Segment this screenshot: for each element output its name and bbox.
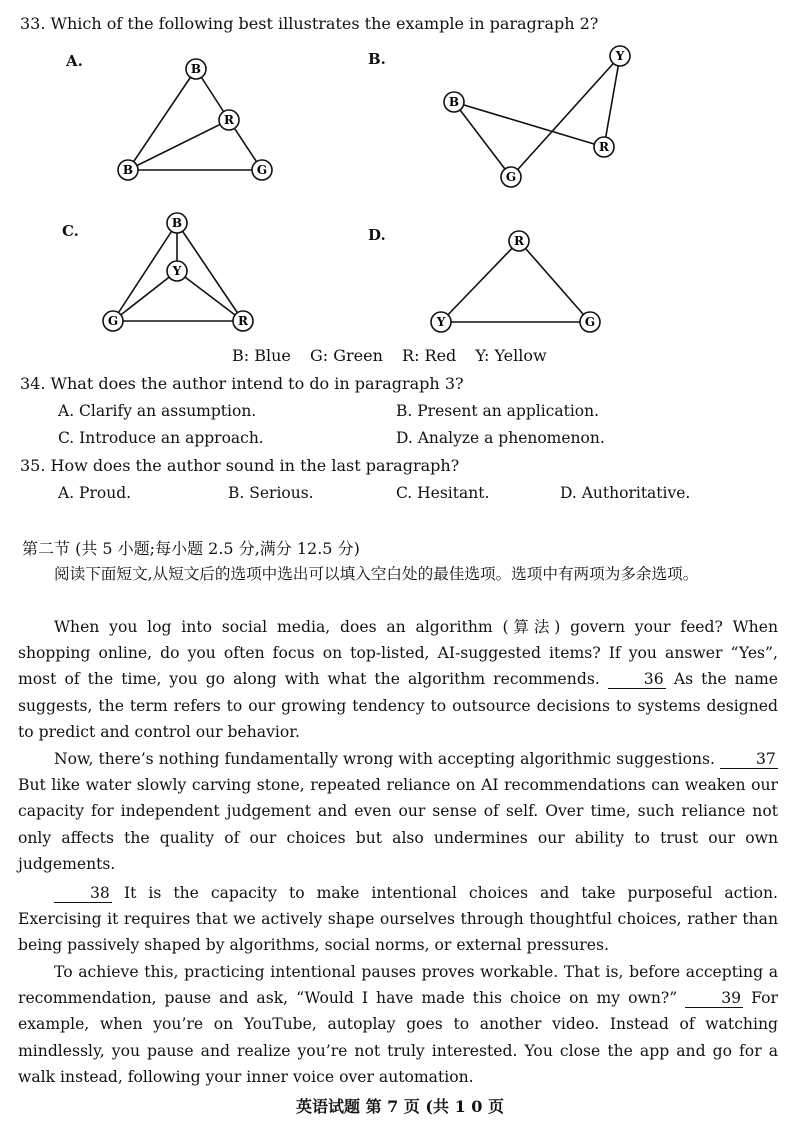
q35-option-d: D. Authoritative. <box>560 484 691 502</box>
svg-text:G: G <box>505 170 517 184</box>
passage-paragraph-4: To achieve this, practicing intentional pauses proves workable. That is, before accepting a recommendation, pause and ask, “Would I have made this choice on my own?” 39 For example, when you’re on YouTube, autoplay goes to another video. Instead of watching mindlessly, you pause and realize you’re not truly interested. You close the app and go for a walk instead, following your inner voice over automation. <box>18 963 778 1086</box>
section-2-instruction: 阅读下面短文,从短文后的选项中选出可以填入空白处的最佳选项。选项中有两项为多余选项。 <box>54 565 699 583</box>
svg-text:G: G <box>256 163 268 177</box>
svg-text:Y: Y <box>615 49 625 63</box>
question-34-stem: 34. What does the author intend to do in paragraph 3? <box>20 374 464 393</box>
page-footer: 英语试题 第 7 页 (共 1 0 页 <box>296 1097 504 1116</box>
node-d2 <box>431 312 451 332</box>
q34-option-a: A. Clarify an assumption. <box>58 402 257 420</box>
svg-text:Y: Y <box>172 264 182 278</box>
q34-option-b: B. Present an application. <box>396 402 600 420</box>
svg-text:G: G <box>584 315 596 329</box>
blank-38: 38 <box>54 884 112 903</box>
legend-green: G: Green <box>309 346 383 365</box>
node-d1 <box>509 231 529 251</box>
section-2-title: 第二节 (共 5 小题;每小题 2.5 分,满分 12.5 分) <box>22 539 360 558</box>
blank-36: 36 <box>608 670 666 689</box>
svg-text:B: B <box>448 95 460 109</box>
legend-yellow: Y: Yellow <box>475 346 547 365</box>
passage-paragraph-2: Now, there’s nothing fundamentally wrong with accepting algorithmic suggestions. 37 But like water slowly carving stone, repeated reliance on AI recommendations can weaken our capacity for independent judgement and even our sense of self. Over time, such reliance not only affects the quality of our choices but also undermines our ability to trust our own judgements. <box>18 750 778 873</box>
option-d-label: D. <box>368 226 386 244</box>
option-a-label: A. <box>66 52 83 70</box>
node-d3 <box>580 312 600 332</box>
svg-text:B: B <box>122 163 134 177</box>
option-b-label: B. <box>368 50 386 68</box>
q35-option-c: C. Hesitant. <box>396 484 490 502</box>
passage-paragraph-1: When you log into social media, does an algorithm (算法) govern your feed? When shopping online, do you often focus on top-listed, AI-suggested items? If you answer “Yes”, most of the time, you go along with what the algorithm recommends. 36 As the name suggests, the term refers to our growing tendency to outsource decisions to systems designed to predict and control our behavior. <box>18 618 779 741</box>
question-33-stem: 33. Which of the following best illustrates the example in paragraph 2? <box>20 14 599 33</box>
passage-paragraph-3: 38 It is the capacity to make intentional choices and take purposeful action. Exercising it requires that we actively shape ourselves through thoughtful choices, rather than being passively shaped by algorithms, social norms, or external pressures. <box>18 884 778 955</box>
q35-option-b: B. Serious. <box>228 484 314 502</box>
svg-text:G: G <box>107 314 119 328</box>
svg-text:B: B <box>190 62 202 76</box>
svg-text:R: R <box>599 140 609 154</box>
option-d-graph <box>0 0 800 400</box>
svg-text:R: R <box>238 314 248 328</box>
legend-red: R: Red <box>402 346 457 365</box>
question-35-stem: 35. How does the author sound in the last paragraph? <box>20 456 460 475</box>
q34-option-d: D. Analyze a phenomenon. <box>396 429 605 447</box>
blank-39: 39 <box>685 989 743 1008</box>
option-c-label: C. <box>62 222 79 240</box>
q34-option-c: C. Introduce an approach. <box>58 429 264 447</box>
legend-blue: B: Blue <box>232 346 291 365</box>
q35-option-a: A. Proud. <box>58 484 132 502</box>
blank-37: 37 <box>720 750 778 769</box>
svg-text:B: B <box>171 216 183 230</box>
svg-text:R: R <box>224 113 234 127</box>
svg-text:Y: Y <box>436 315 446 329</box>
color-legend <box>232 346 561 365</box>
svg-text:R: R <box>514 234 524 248</box>
